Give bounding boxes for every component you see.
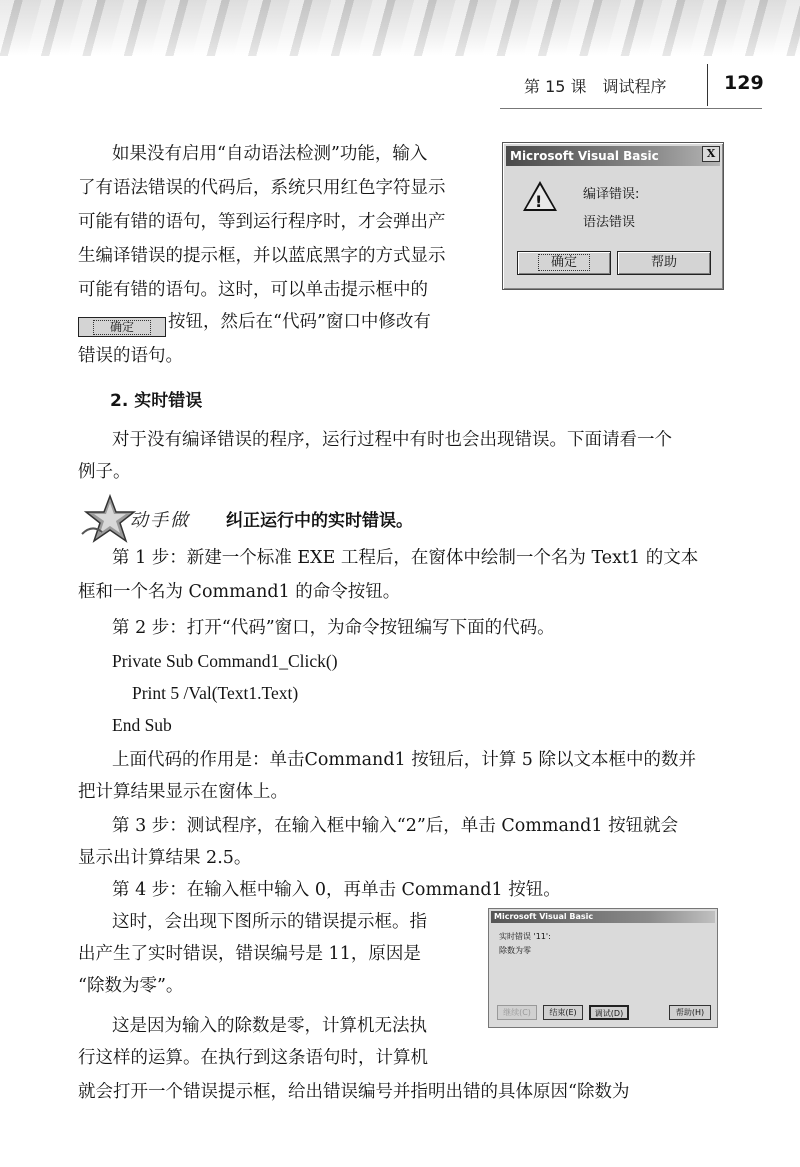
final-line-3: 就会打开一个错误提示框，给出错误编号并指明出错的具体原因“除数为	[78, 1082, 630, 1102]
code-line-3: End Sub	[112, 715, 172, 735]
intro-line-5: 可能有错的语句。这时，可以单击提示框中的	[78, 280, 428, 300]
intro-line-4: 生编译错误的提示框，并以蓝底黑字的方式显示	[78, 246, 446, 266]
runtime-error-code: 实时错误 '11':	[499, 932, 551, 941]
section-intro-line-2: 例子。	[78, 462, 131, 482]
step3-line-1: 第 3 步：测试程序，在输入框中输入“2”后，单击 Command1 按钮就会	[112, 816, 679, 836]
runtime-line-3: “除数为零”。	[78, 976, 184, 996]
final-line-1: 这是因为输入的除数是零，计算机无法执	[112, 1016, 427, 1036]
help-button[interactable]: 帮助	[617, 251, 711, 275]
scanned-top-band	[0, 0, 800, 56]
intro-line-1: 如果没有启用“自动语法检测”功能，输入	[112, 144, 428, 164]
compile-error-dialog	[502, 142, 724, 290]
step3-line-2: 显示出计算结果 2.5。	[78, 848, 252, 868]
step4-text: 第 4 步：在输入框中输入 0，再单击 Command1 按钮。	[112, 880, 561, 900]
warning-exclamation-icon: !	[535, 192, 543, 211]
step2-text: 第 2 步：打开“代码”窗口，为命令按钮编写下面的代码。	[112, 618, 555, 638]
explain-line-1: 上面代码的作用是：单击Command1 按钮后，计算 5 除以文本框中的数并	[112, 750, 696, 770]
runtime-dialog-titlebar: Microsoft Visual Basic	[491, 911, 715, 923]
header-divider	[707, 64, 708, 106]
compile-dialog-titlebar: Microsoft Visual Basic	[506, 146, 720, 166]
inline-ok-button-label: 确定	[93, 320, 151, 335]
page-number: 129	[724, 72, 764, 94]
inline-ok-button-image	[78, 317, 166, 337]
debug-button[interactable]: 调试(D)	[589, 1005, 629, 1020]
ok-button[interactable]	[517, 251, 611, 275]
intro-line-6-text: 按钮，然后在“代码”窗口中修改有	[168, 312, 431, 332]
final-line-2: 行这样的运算。在执行到这条语句时，计算机	[78, 1048, 428, 1068]
intro-line-2: 了有语法错误的代码后，系统只用红色字符显示	[78, 178, 446, 198]
runtime-error-reason: 除数为零	[499, 946, 531, 955]
runtime-line-1: 这时，会出现下图所示的错误提示框。指	[112, 912, 427, 932]
star-icon	[80, 494, 136, 544]
intro-line-6	[78, 306, 431, 338]
continue-button[interactable]: 继续(C)	[497, 1005, 537, 1020]
running-header: 第 15 课 调试程序	[524, 77, 667, 96]
runtime-line-2: 出产生了实时错误，错误编号是 11，原因是	[78, 944, 421, 964]
runtime-error-dialog	[488, 908, 718, 1028]
intro-line-3: 可能有错的语句，等到运行程序时，才会弹出产	[78, 212, 446, 232]
intro-line-7: 错误的语句。	[78, 346, 183, 366]
syntax-error-label: 语法错误	[583, 215, 636, 230]
step1-line-2: 框和一个名为 Command1 的命令按钮。	[78, 582, 401, 602]
code-line-2: Print 5 /Val(Text1.Text)	[132, 683, 299, 703]
help-button-small[interactable]: 帮助(H)	[669, 1005, 711, 1020]
section-intro-line-1: 对于没有编译错误的程序，运行过程中有时也会出现错误。下面请看一个	[112, 430, 672, 450]
header-underline	[500, 108, 762, 109]
section-heading: 2. 实时错误	[110, 391, 203, 411]
compile-error-label: 编译错误:	[583, 187, 640, 202]
task-badge: 动手做	[130, 510, 190, 531]
close-icon[interactable]: X	[702, 146, 720, 162]
task-title: 纠正运行中的实时错误。	[226, 511, 413, 531]
code-line-1: Private Sub Command1_Click()	[112, 651, 338, 671]
end-button[interactable]: 结束(E)	[543, 1005, 583, 1020]
ok-button-label: 确定	[538, 254, 590, 271]
step1-line-1: 第 1 步：新建一个标准 EXE 工程后，在窗体中绘制一个名为 Text1 的文本	[112, 548, 699, 568]
explain-line-2: 把计算结果显示在窗体上。	[78, 782, 288, 802]
